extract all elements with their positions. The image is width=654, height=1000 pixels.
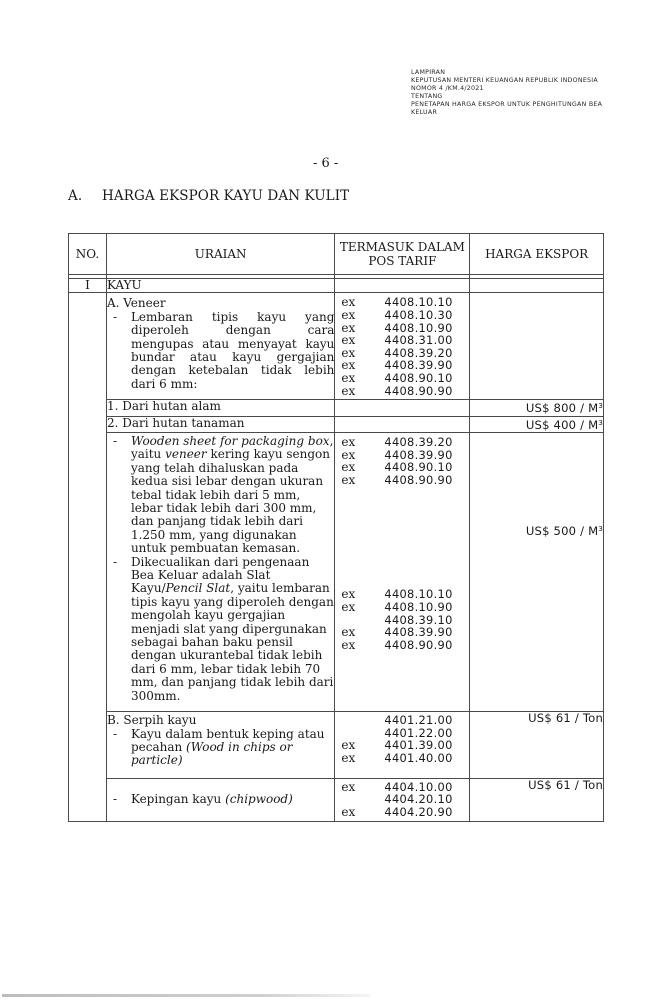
kepingan-description: Kepingan kayu (chipwood) bbox=[130, 791, 293, 806]
dash-bullet: - bbox=[112, 309, 117, 324]
veneer-description: Lembaran tipis kayu yang diperoleh dengan cara mengupas atau menyayat kayu bundar atau kayu gergajian dengan ketebalan tidak lebih dari 6 mm: bbox=[130, 309, 335, 391]
wooden-sheet-uraian bbox=[106, 432, 334, 711]
pencil-slat-description: Dikecualikan dari pengenaan Bea Keluar adalah Slat Kayu/Pencil Slat, yaitu lembaran tipis kayu yang diperoleh dengan mengolah kayu gergajian menjadi slat yang dipergunakan sebagai bahan baku pensil dengan ukurantebal tidak lebih dari 6 mm, lebar tidak lebih 70 mm, dan panjang tidak lebih dari 300mm. bbox=[130, 554, 334, 703]
sub-label-hutan-alam: 1. Dari hutan alam bbox=[106, 400, 334, 416]
tariff-ex: ex bbox=[341, 383, 356, 398]
col-header-uraian: URAIAN bbox=[106, 234, 334, 275]
tariff-code: 4408.39.90 bbox=[384, 625, 453, 640]
sub-label-hutan-tanaman: 2. Dari hutan tanaman bbox=[106, 416, 334, 432]
table-row-serpih bbox=[69, 712, 604, 779]
tariff-ex: ex bbox=[341, 750, 356, 765]
dash-bullet: - bbox=[112, 433, 117, 448]
group-label: KAYU bbox=[106, 279, 334, 293]
lampiran-line: PENETAPAN HARGA EKSPOR UNTUK PENGHITUNGAN BEA bbox=[411, 101, 603, 109]
tariff-ex: ex bbox=[341, 779, 356, 794]
tariff-ex: ex bbox=[341, 738, 356, 753]
lampiran-line: KEPUTUSAN MENTERI KEUANGAN REPUBLIK INDONESIA bbox=[411, 77, 598, 85]
kepingan-tariffs bbox=[335, 778, 470, 821]
tariff-code: 4408.39.20 bbox=[384, 434, 453, 449]
tariff-ex: ex bbox=[341, 308, 356, 322]
tariff-code: 4408.39.20 bbox=[384, 345, 453, 360]
col-header-pos-tarif-line1: TERMASUK DALAM bbox=[339, 240, 465, 254]
tariff-code: 4408.90.10 bbox=[384, 370, 453, 385]
tariff-ex: ex bbox=[341, 472, 356, 487]
price-kepingan: US$ 61 / Ton bbox=[470, 778, 604, 821]
tariff-code: 4408.90.10 bbox=[384, 460, 453, 475]
tariff-code: 4401.40.00 bbox=[384, 750, 453, 765]
section-title bbox=[68, 188, 349, 204]
tariff-code: 4408.10.90 bbox=[384, 320, 453, 335]
scan-edge-line bbox=[2, 994, 370, 997]
group-row-kayu bbox=[69, 279, 604, 293]
tariff-code: 4401.21.00 bbox=[384, 713, 453, 728]
tariff-ex: ex bbox=[341, 447, 356, 462]
tariff-code: 4401.22.00 bbox=[384, 725, 453, 740]
lampiran-line: LAMPIRAN bbox=[411, 69, 446, 76]
dash-bullet: - bbox=[112, 554, 117, 569]
col-header-pos-tarif bbox=[335, 234, 470, 275]
tariff-ex: ex bbox=[341, 599, 356, 614]
serpih-heading: B. Serpih kayu bbox=[106, 713, 197, 728]
table-row-hutan-alam bbox=[69, 400, 604, 416]
tariff-ex bbox=[341, 714, 384, 727]
no-cell-merged bbox=[69, 293, 107, 821]
table-row-veneer bbox=[69, 293, 604, 400]
table-header-row bbox=[69, 234, 604, 275]
tariff-code: 4408.39.90 bbox=[384, 358, 453, 373]
table-row-wooden-sheet bbox=[69, 432, 604, 711]
col-header-no: NO. bbox=[69, 234, 107, 275]
tariff-code: 4404.20.10 bbox=[384, 792, 453, 807]
tariff-ex: ex bbox=[341, 460, 356, 475]
table-row-kepingan bbox=[69, 778, 604, 821]
tariff-code: 4408.90.90 bbox=[384, 637, 453, 652]
veneer-uraian bbox=[106, 293, 334, 400]
tariff-code: 4408.10.10 bbox=[384, 587, 453, 602]
tariff-ex: ex bbox=[341, 333, 356, 348]
price-hutan-tanaman: US$ $400 / M^3$ bbox=[470, 416, 604, 432]
tariff-ex: ex bbox=[341, 804, 356, 819]
tariff-ex: ex bbox=[341, 434, 356, 449]
lampiran-line: KELUAR bbox=[411, 109, 438, 117]
price-serpih: US$ 61 / Ton bbox=[470, 712, 604, 779]
tariff-ex: ex bbox=[341, 320, 356, 335]
tariff-code: 4408.90.90 bbox=[384, 472, 453, 487]
tariff-ex: ex bbox=[341, 637, 356, 652]
col-header-pos-tarif-line2: POS TARIF bbox=[368, 254, 437, 268]
dash-bullet: - bbox=[112, 791, 117, 806]
tariff-ex: ex bbox=[341, 625, 356, 640]
tariff-code: 4404.20.90 bbox=[384, 804, 453, 819]
price-wooden-sheet: US$ $500 / M^3$ bbox=[470, 432, 604, 711]
table-row-hutan-tanaman bbox=[69, 416, 604, 432]
tariff-ex: ex bbox=[341, 587, 356, 602]
tariff-code: 4408.31.00 bbox=[384, 333, 453, 348]
tariff-ex: ex bbox=[341, 358, 356, 373]
tariff-code: 4408.39.90 bbox=[384, 447, 453, 462]
veneer-price-empty bbox=[470, 293, 604, 400]
lampiran-line: TENTANG bbox=[411, 93, 443, 101]
tariff-code: 4408.10.30 bbox=[384, 308, 453, 322]
section-letter: A. bbox=[68, 188, 83, 204]
serpih-description: Kayu dalam bentuk keping atau pecahan (Wood in chips or particle) bbox=[130, 726, 325, 768]
veneer-tariffs bbox=[335, 293, 470, 400]
tariff-code: 4408.10.10 bbox=[384, 295, 453, 310]
group-number: I bbox=[69, 279, 107, 293]
tariff-ex: ex bbox=[341, 370, 356, 385]
export-price-table bbox=[68, 233, 604, 822]
lampiran-header bbox=[411, 69, 651, 118]
tariff-code: 4408.39.10 bbox=[384, 612, 453, 627]
col-header-harga: HARGA EKSPOR bbox=[470, 234, 604, 275]
lampiran-line: NOMOR 4 /KM.4/2021 bbox=[411, 85, 484, 93]
tariff-code: 4401.39.00 bbox=[384, 738, 453, 753]
tariff-ex: ex bbox=[341, 295, 356, 310]
serpih-uraian bbox=[106, 712, 334, 779]
wooden-sheet-description: Wooden sheet for packaging box, yaitu veneer kering kayu sengon yang telah dihaluskan pada kedua sisi lebar dengan ukuran tebal tidak lebih dari 5 mm, lebar tidak lebih dari 300 mm, dan panjang tidak lebih dari 1.250 mm, yang digunakan untuk pembuatan kemasan. bbox=[130, 433, 334, 556]
veneer-heading: A. Veneer bbox=[106, 296, 166, 311]
tariff-code: 4404.10.00 bbox=[384, 779, 453, 794]
page-number: - 6 - bbox=[313, 156, 339, 171]
tariff-ex: ex bbox=[341, 345, 356, 360]
dash-bullet: - bbox=[112, 726, 117, 741]
tariff-code: 4408.90.90 bbox=[384, 383, 453, 398]
wooden-sheet-tariffs bbox=[335, 432, 470, 711]
tariff-code: 4408.10.90 bbox=[384, 599, 453, 614]
price-hutan-alam: US$ $800 / M^3$ bbox=[470, 400, 604, 416]
section-title-text: HARGA EKSPOR KAYU DAN KULIT bbox=[102, 188, 350, 204]
kepingan-uraian bbox=[106, 778, 334, 821]
serpih-tariffs bbox=[335, 712, 470, 779]
